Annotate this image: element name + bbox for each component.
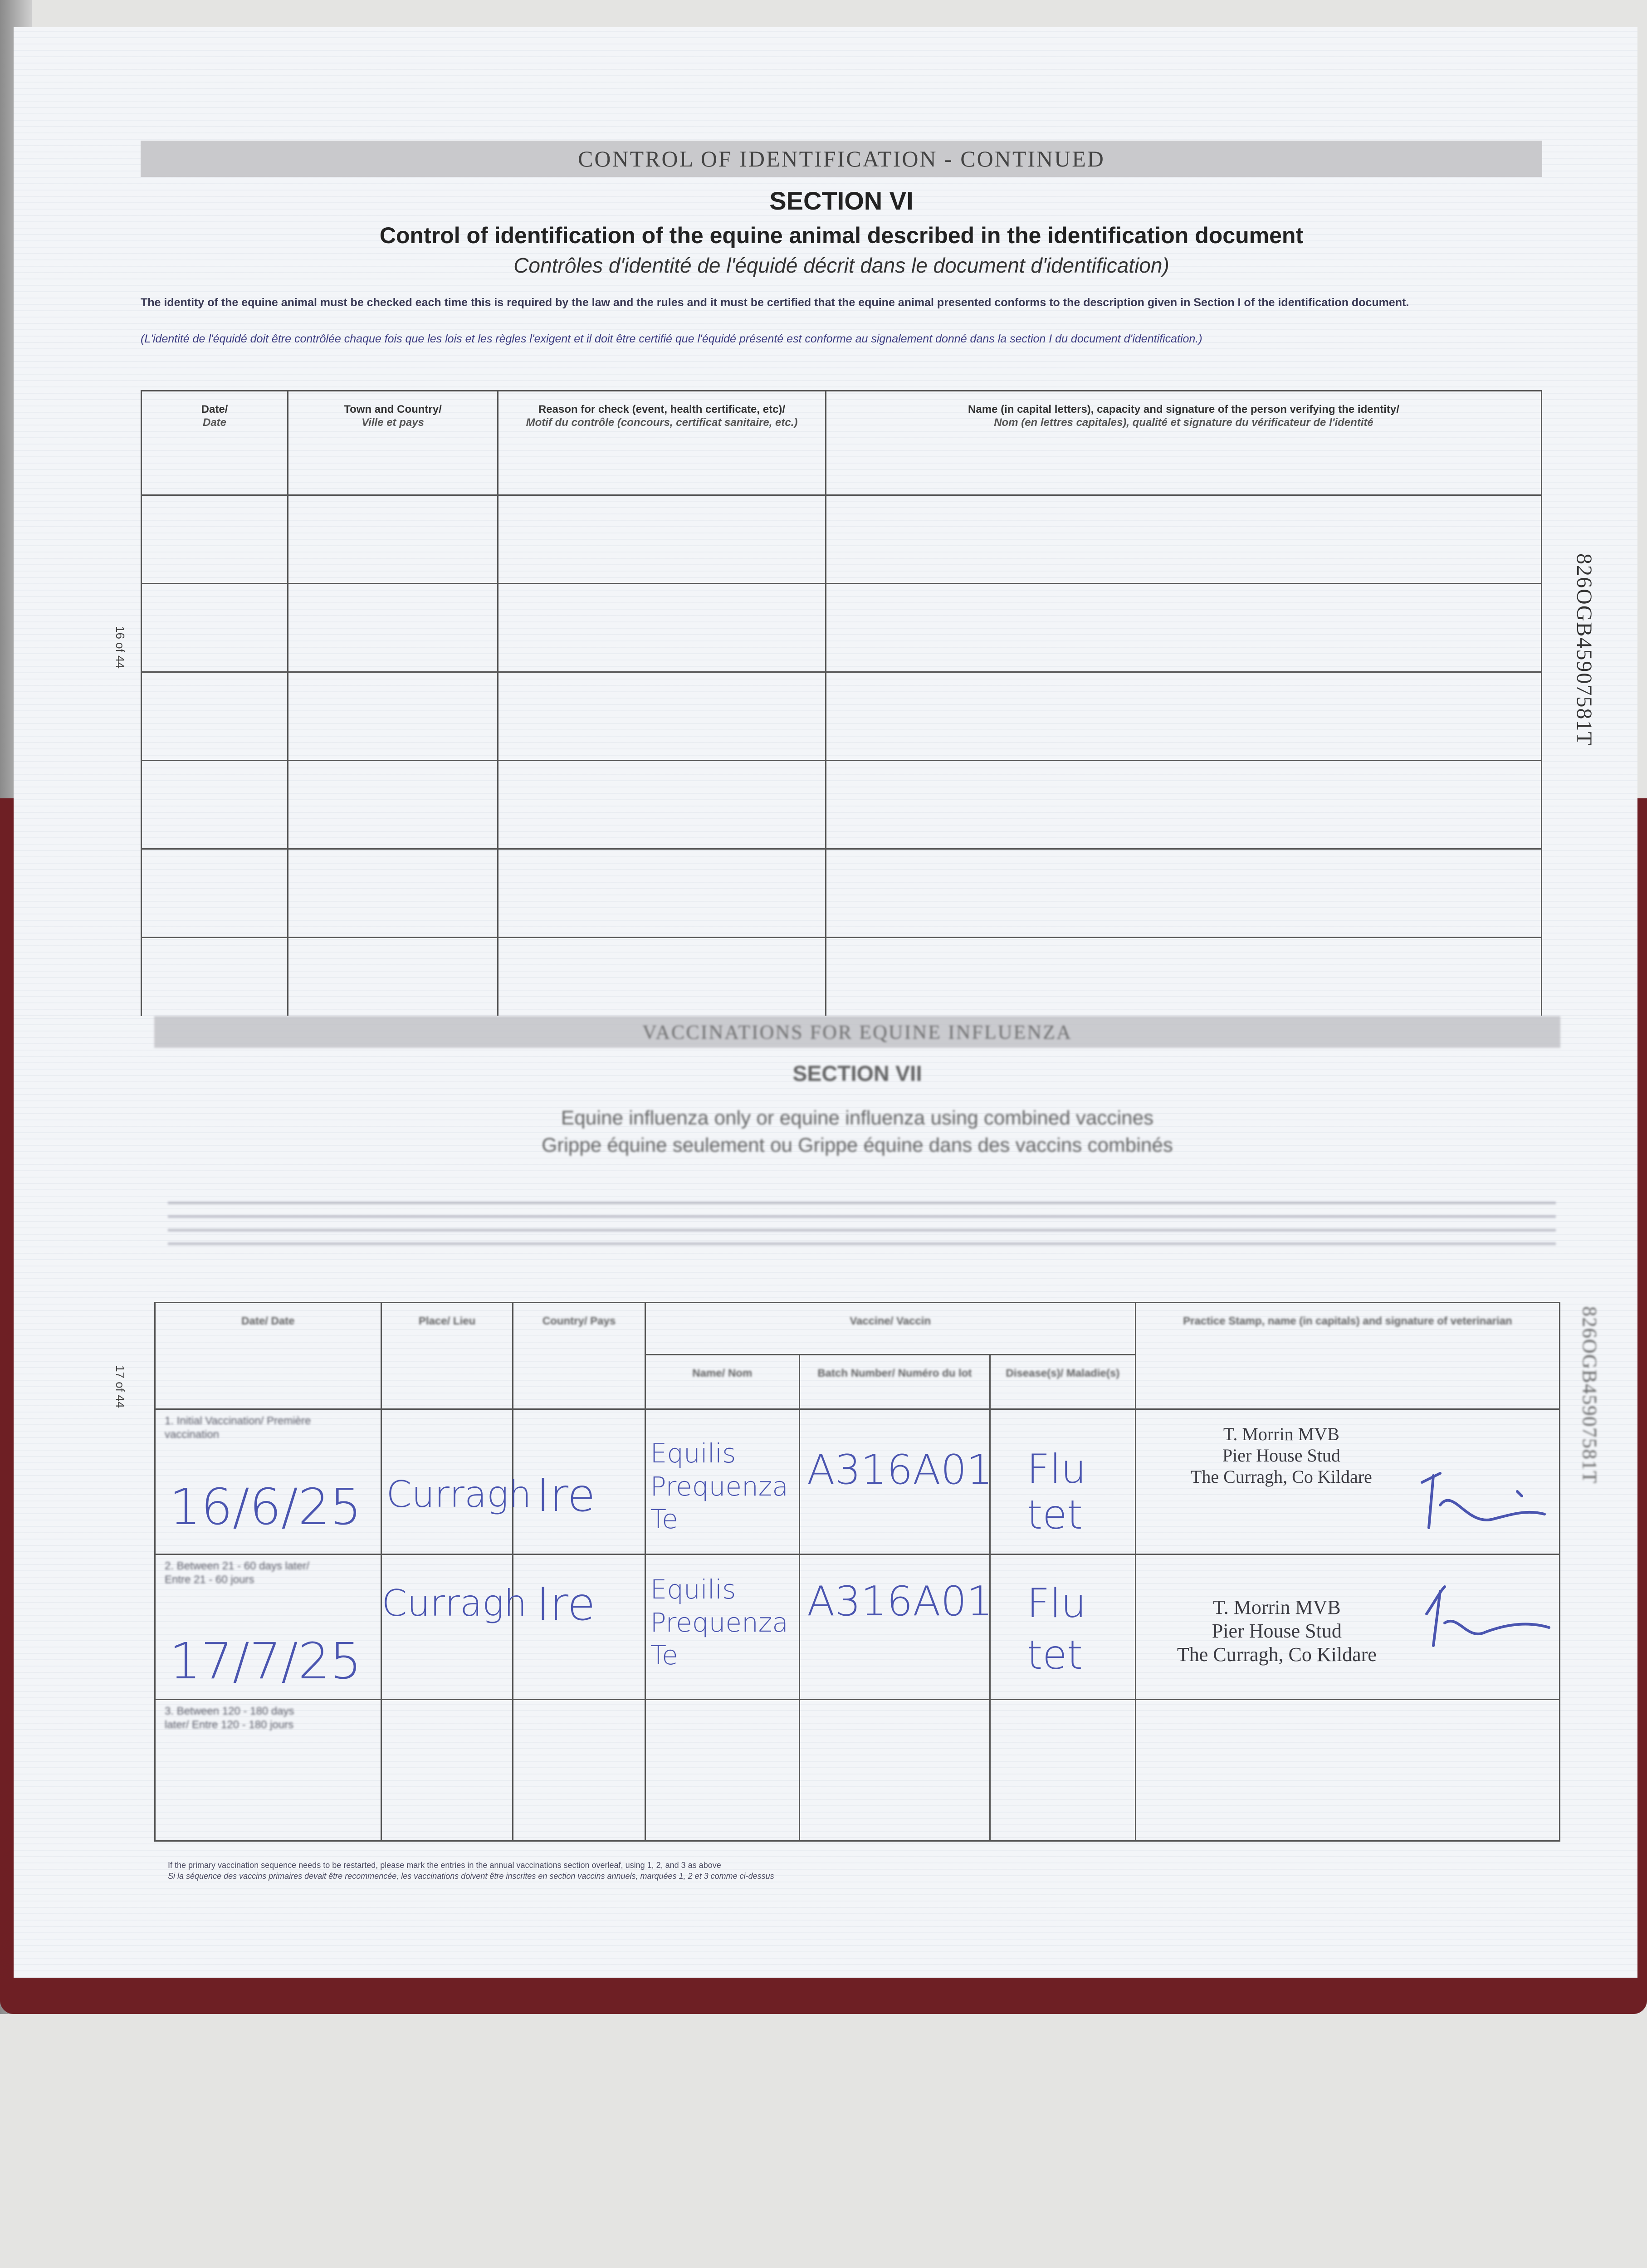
vaccination-intro	[168, 1191, 1556, 1245]
col-date-header: Date/ Date	[155, 1303, 381, 1409]
vaccination-date: 16/6/25	[169, 1478, 362, 1536]
identity-check-table	[141, 390, 1542, 1017]
col-reason-header: Reason for check (event, health certificate, etc)/ Motif du contrôle (concours, certificat sanitaire, etc.)	[498, 391, 826, 495]
title-english: Control of identification of the equine animal described in the identification document	[379, 223, 1304, 248]
col-town-header: Town and Country/ Ville et pays	[288, 391, 498, 495]
vaccination-row-2	[155, 1554, 1560, 1700]
vaccination-country: Ire	[536, 1578, 596, 1631]
table-row	[142, 761, 1542, 849]
vet-stamp: T. Morrin MVB Pier House Stud The Curragh, Co Kildare	[1177, 1596, 1377, 1666]
page-number: 17 of 44	[113, 1365, 127, 1408]
section-banner	[141, 141, 1542, 177]
title-french: Grippe équine seulement ou Grippe équine dans des vaccins combinés	[542, 1134, 1173, 1156]
col-date-header: Date/ Date	[142, 391, 288, 495]
col-diseases-header: Disease(s)/ Maladie(s)	[990, 1355, 1135, 1409]
row-label: 2. Between 21 - 60 days later/ Entre 21 - 60 jours	[165, 1560, 309, 1586]
table-row	[142, 849, 1542, 938]
col-vaccine-header: Vaccine/ Vaccin	[645, 1303, 1135, 1355]
col-name-header: Name (in capital letters), capacity and signature of the person verifying the identity/ Nom (en lettres capitales), qualité et signature du vérificateur de l'identité	[826, 391, 1542, 495]
section-title: SECTION VII	[792, 1062, 922, 1086]
footnote-english: If the primary vaccination sequence needs to be restarted, please mark the entries in the annual vaccinations section overleaf, using 1, 2, and 3 as above	[168, 1861, 721, 1870]
vaccination-country: Ire	[536, 1469, 596, 1522]
title-french: Contrôles d'identité de l'équidé décrit dans le document d'identification)	[513, 254, 1169, 277]
passport-id-vertical: 826OGB45907581T	[1572, 553, 1596, 746]
footnote	[168, 1860, 1529, 1882]
intro-english: The identity of the equine animal must be checked each time this is required by the law and the rules and it must be certified that the equine animal presented conforms to the description given in Section I of the identification document.	[141, 296, 1409, 309]
vaccination-date: 17/7/25	[169, 1632, 362, 1690]
vet-stamp: T. Morrin MVB Pier House Stud The Curragh, Co Kildare	[1190, 1424, 1372, 1487]
page-17	[14, 1016, 1637, 1978]
vaccination-place: Curragh	[386, 1473, 532, 1515]
vet-signature	[1413, 1464, 1549, 1537]
table-row	[142, 584, 1542, 672]
intro-french: (L'identité de l'équidé doit être contrôlée chaque fois que les lois et les règles l'exigent et il doit être certifié que l'équidé présenté est conforme au signalement donné dans la section I du document d'identification.)	[141, 332, 1202, 345]
title-english: Equine influenza only or equine influenza using combined vaccines	[561, 1107, 1154, 1129]
vaccine-name: Equilis Prequenza Te	[650, 1574, 788, 1671]
col-name-header: Name/ Nom	[645, 1355, 799, 1409]
banner-text: VACCINATIONS FOR EQUINE INFLUENZA	[642, 1021, 1072, 1043]
section-title: SECTION VI	[769, 186, 914, 215]
diseases: Flu tet	[1026, 1580, 1086, 1679]
passport-id-vertical: 826OGB45907581T	[1579, 1306, 1601, 1484]
col-vet-header: Practice Stamp, name (in capitals) and signature of veterinarian	[1135, 1303, 1559, 1409]
row-label: 1. Initial Vaccination/ Première vaccination	[165, 1415, 311, 1441]
vaccination-row-1	[155, 1409, 1560, 1554]
table-row	[142, 495, 1542, 584]
vet-signature	[1408, 1573, 1554, 1650]
section-banner	[154, 1016, 1560, 1048]
vaccination-place: Curragh	[381, 1582, 527, 1624]
col-batch-header: Batch Number/ Numéro du lot	[799, 1355, 990, 1409]
batch-number: A316A01	[806, 1578, 993, 1625]
col-country-header: Country/ Pays	[513, 1303, 645, 1409]
batch-number: A316A01	[806, 1446, 993, 1494]
table-row	[142, 672, 1542, 761]
vaccine-name: Equilis Prequenza Te	[650, 1438, 788, 1535]
footnote-french: Si la séquence des vaccins primaires devait être recommencée, les vaccinations doivent être inscrites en section vaccins annuels, marquées 1, 2 et 3 comme ci-dessus	[168, 1872, 774, 1881]
page-16	[14, 27, 1637, 1016]
page-number: 16 of 44	[113, 626, 127, 669]
vaccination-row-3	[155, 1700, 1560, 1841]
banner-text: CONTROL OF IDENTIFICATION - CONTINUED	[578, 146, 1105, 171]
vaccination-table	[154, 1302, 1560, 1842]
col-place-header: Place/ Lieu	[381, 1303, 513, 1409]
table-row	[142, 938, 1542, 1017]
row-label: 3. Between 120 - 180 days later/ Entre 120 - 180 jours	[165, 1705, 294, 1731]
diseases: Flu tet	[1026, 1446, 1086, 1539]
